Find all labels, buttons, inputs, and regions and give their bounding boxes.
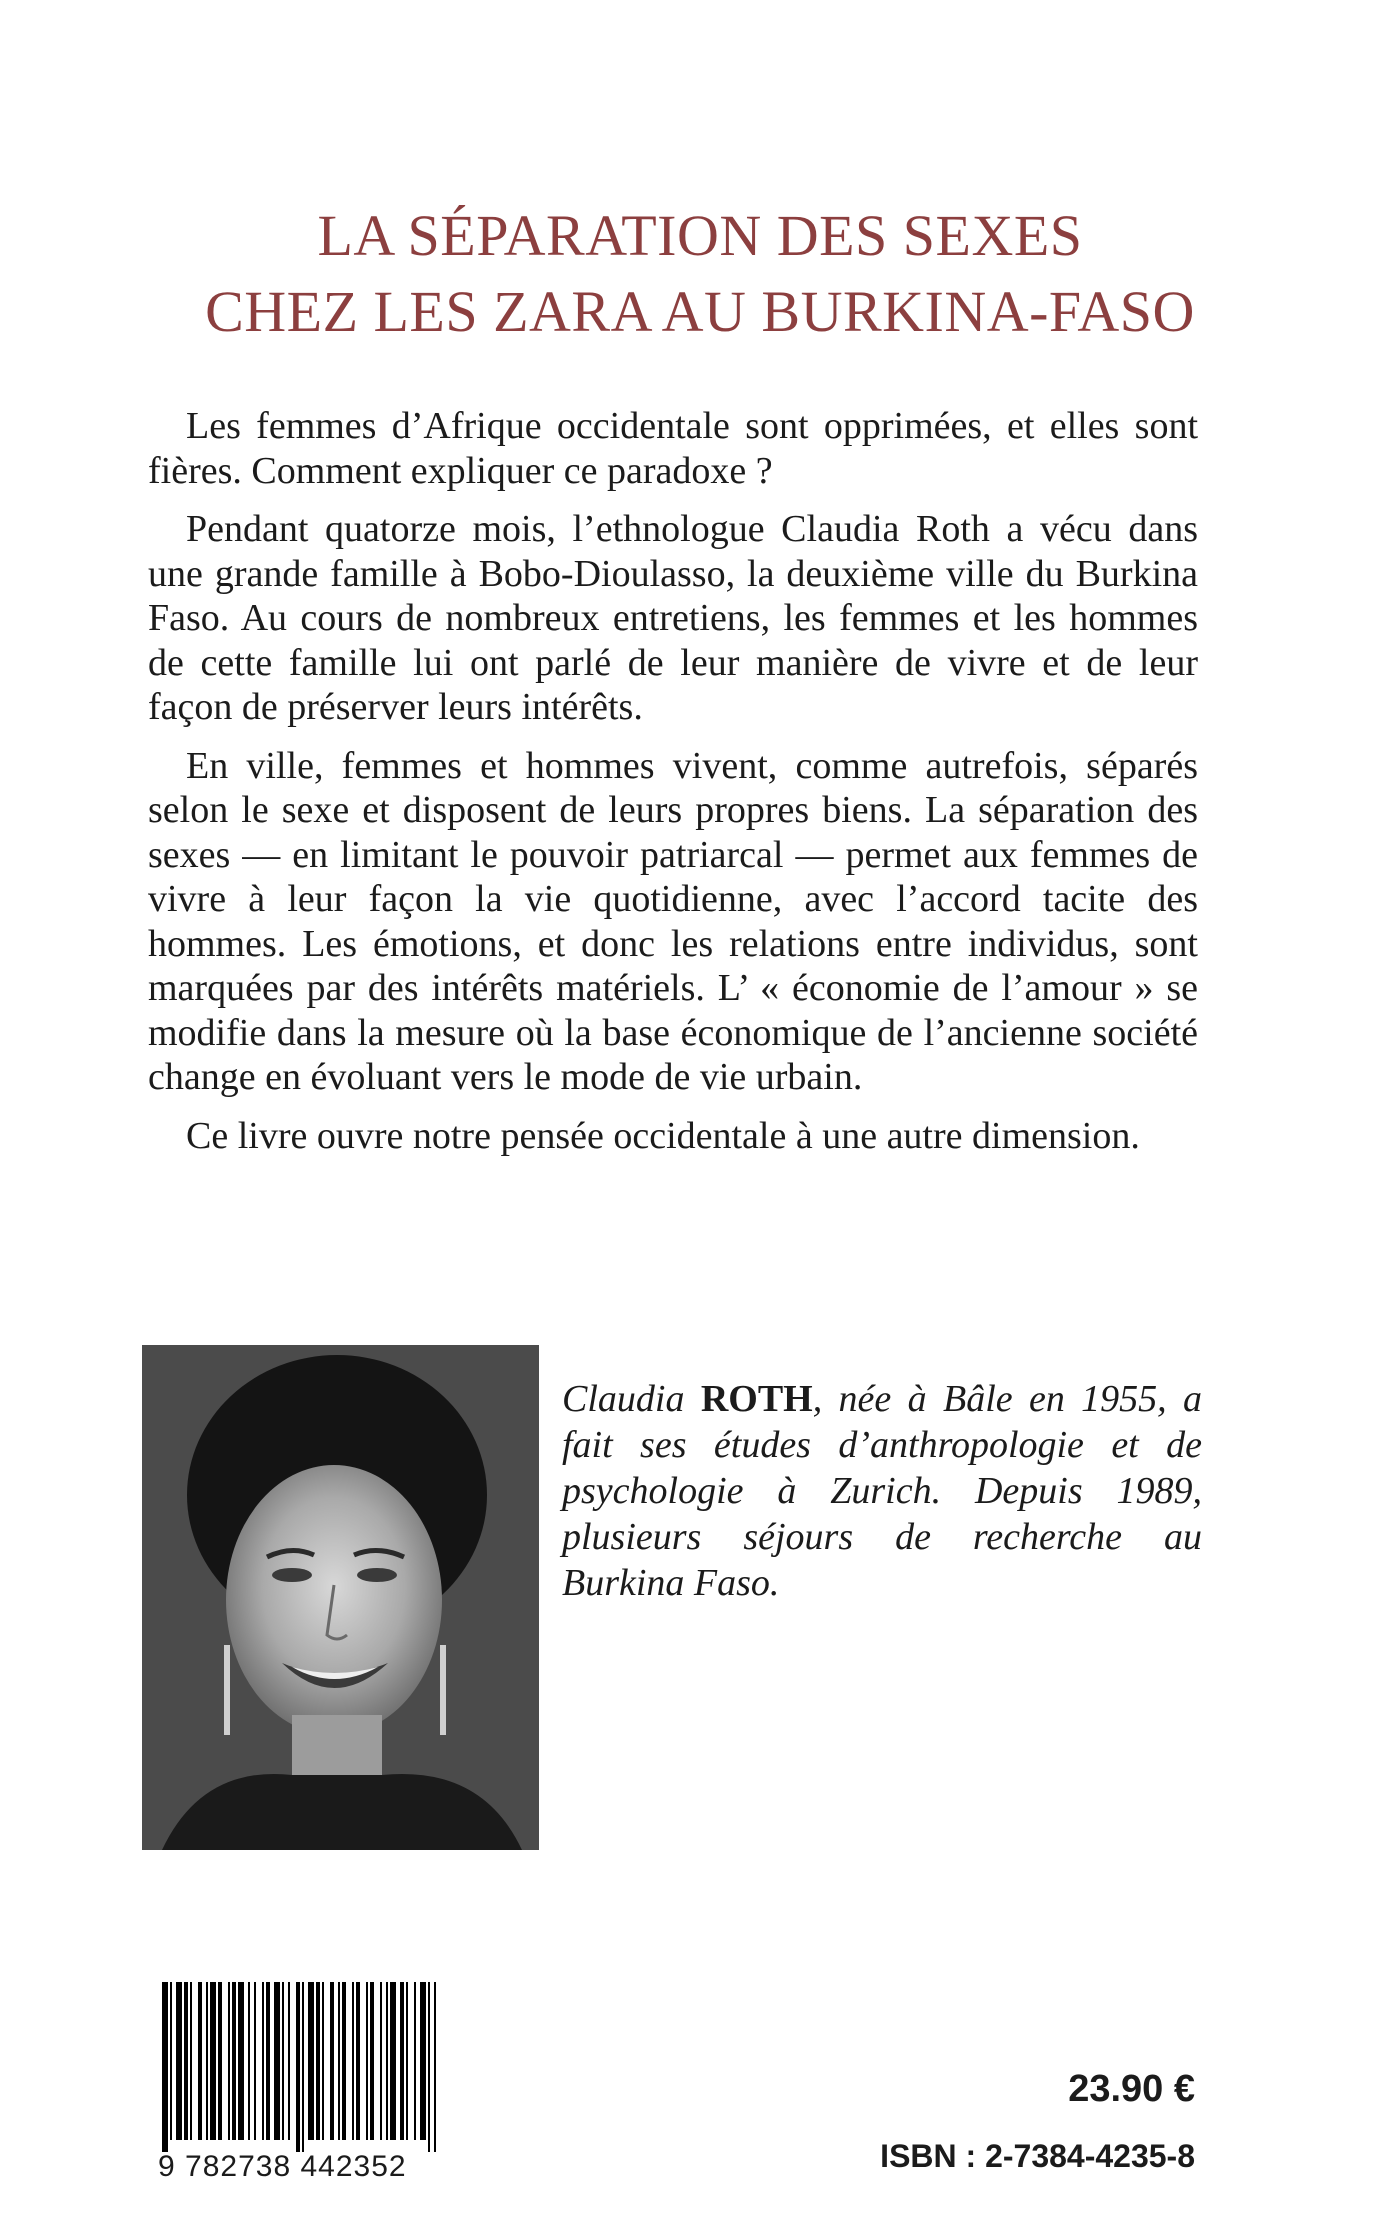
barcode-bar: [296, 1982, 300, 2152]
barcode-bar: [288, 1982, 290, 2140]
barcode-bar: [330, 1982, 334, 2140]
author-first-name: Claudia: [562, 1378, 685, 1420]
book-title-line-2: CHEZ LES ZARA AU BURKINA-FASO: [205, 279, 1195, 344]
book-title-line-1: LA SÉPARATION DES SEXES: [317, 203, 1083, 268]
barcode-bar: [206, 1982, 208, 2140]
barcode-bar: [210, 1982, 216, 2140]
barcode-bar: [228, 1982, 230, 2140]
barcode-bar: [170, 1982, 172, 2140]
barcode-bar: [322, 1982, 324, 2140]
barcode-bar: [434, 1982, 436, 2152]
barcode-bar: [162, 1982, 168, 2152]
barcode-bar: [218, 1982, 222, 2140]
author-photo: [142, 1345, 539, 1850]
barcode-bar: [370, 1982, 374, 2140]
isbn: ISBN : 2-7384-4235-8: [880, 2138, 1195, 2174]
barcode-digits: 9 782738 442352: [158, 2150, 407, 2183]
barcode-bar: [238, 1982, 244, 2140]
price: 23.90 €: [1068, 2068, 1195, 2110]
barcode-bar: [338, 1982, 340, 2140]
barcode-bar: [262, 1982, 264, 2140]
blurb-paragraph: En ville, femmes et hommes vivent, comme autrefois, séparés selon le sexe et disposent de leurs propres biens. La séparation des sexes — en limitant le pouvoir patriarcal — permet aux femmes de vivre à leur façon la vie quotidienne, avec l’accord tacite des hommes. Les émotions, et donc les relations entre individus, sont marquées par des intérêts matériels. L’ « économie de l’amour » se modifie dans la mesure où la base économique de l’ancienne société change en évoluant vers le mode de vie urbain.: [148, 744, 1198, 1098]
barcode-bar: [176, 1982, 182, 2140]
barcode-bar: [380, 1982, 382, 2140]
blurb-paragraph: Ce livre ouvre notre pensée occidentale à une autre dimension.: [186, 1114, 1140, 1157]
barcode-bar: [316, 1982, 320, 2140]
book-title: [0, 198, 1400, 350]
back-cover-blurb: [148, 404, 1198, 1172]
barcode-bar: [190, 1982, 192, 2140]
barcode-bar: [232, 1982, 236, 2140]
barcode-bar: [406, 1982, 408, 2140]
blurb-paragraph: Pendant quatorze mois, l’ethnologue Claudia Roth a vécu dans une grande famille à Bobo-Dioulasso, la deuxième ville du Burkina Faso. Au cours de nombreux entretiens, les femmes et les hommes de cette famille lui ont parlé de leur manière de vivre et de leur façon de préserver leurs intérêts.: [148, 508, 1198, 728]
barcode-bar: [428, 1982, 430, 2152]
barcode-bar: [414, 1982, 416, 2140]
barcode-bar: [342, 1982, 346, 2140]
barcode-bar: [274, 1982, 280, 2140]
barcode-bar: [356, 1982, 360, 2140]
barcode-bar: [266, 1982, 270, 2140]
barcode-bar: [386, 1982, 388, 2140]
barcode-bar: [254, 1982, 256, 2140]
barcode-bar: [390, 1982, 396, 2140]
barcode-bar: [198, 1982, 202, 2140]
barcode-bar: [400, 1982, 404, 2140]
barcode-bar: [308, 1982, 314, 2140]
barcode-bar: [420, 1982, 426, 2140]
barcode-bar: [366, 1982, 368, 2140]
barcode-bar: [282, 1982, 284, 2140]
author-last-name: ROTH: [700, 1378, 813, 1420]
barcode-bar: [302, 1982, 304, 2152]
blurb-paragraph: Les femmes d’Afrique occidentale sont opprimées, et elles sont fières. Comment expliquer ce paradoxe ?: [148, 405, 1198, 492]
author-bio: [562, 1376, 1202, 1606]
author-bio-text: , née à Bâle en 1955, a fait ses études d’anthropologie et de psychologie à Zurich. Depuis 1989, plusieurs séjours de recherche au Burkina Faso.: [562, 1378, 1203, 1604]
barcode-bar: [248, 1982, 250, 2140]
barcode-bar: [352, 1982, 354, 2140]
barcode-bar: [184, 1982, 188, 2140]
